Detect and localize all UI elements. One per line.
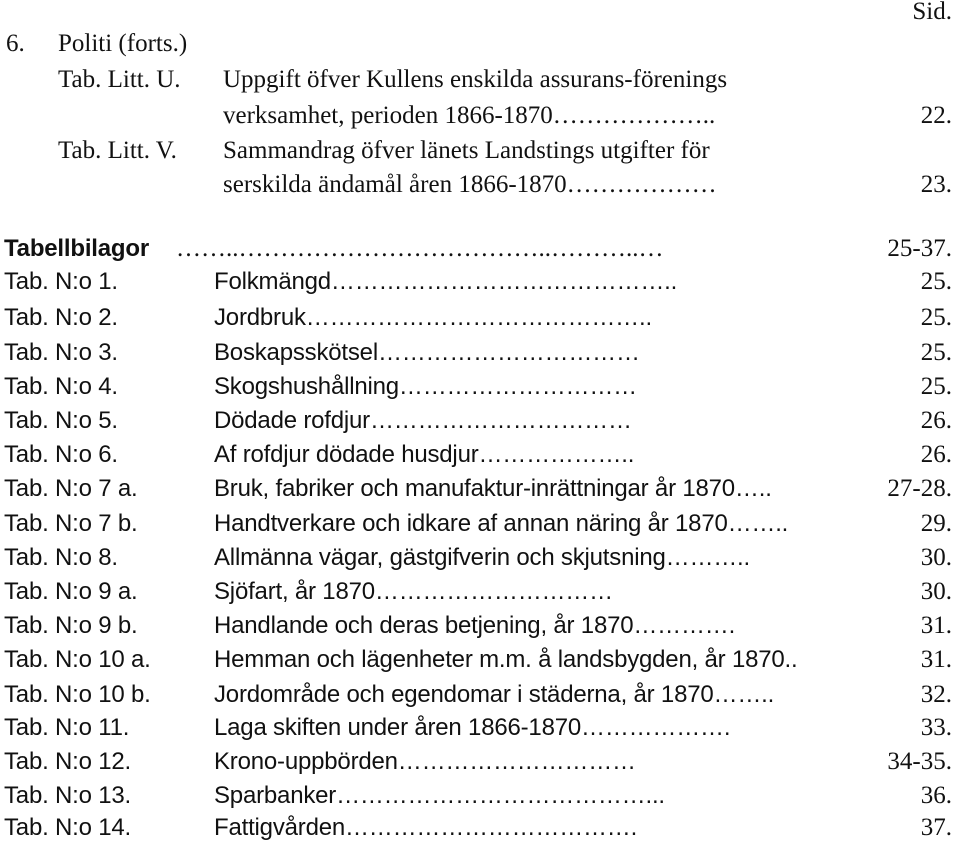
entry-line-2-v: serskilda ändamål åren 1866-1870……………… <box>223 171 717 198</box>
table-title-7b: Handtverkare och idkare af annan näring år 1870…….. <box>214 510 789 537</box>
entry-page-u: 22. <box>920 102 952 129</box>
table-title-10b: Jordområde och egendomar i städerna, år 1870…….. <box>214 681 775 708</box>
table-ref-14: Tab. N:o 14. <box>4 814 132 841</box>
table-ref-10b: Tab. N:o 10 b. <box>4 681 151 708</box>
entry-line-2-u: verksamhet, perioden 1866-1870……………….. <box>223 102 716 129</box>
table-page-7b: 29. <box>920 510 952 537</box>
table-title-11: Laga skiften under åren 1866-1870………………. <box>214 714 731 741</box>
table-ref-9a: Tab. N:o 9 a. <box>4 578 138 605</box>
table-page-2: 25. <box>920 304 952 331</box>
table-ref-8: Tab. N:o 8. <box>4 544 118 571</box>
tabellbilagor-label: Tabellbilagor <box>4 235 149 262</box>
table-ref-7a: Tab. N:o 7 a. <box>4 475 138 502</box>
table-title-9b: Handlande och deras betjening, år 1870…………. <box>214 612 736 639</box>
table-ref-9b: Tab. N:o 9 b. <box>4 612 138 639</box>
section-number: 6. <box>6 30 25 57</box>
table-title-10a: Hemman och lägenheter m.m. å landsbygden, år 1870.. <box>214 646 798 673</box>
page-column-label: Sid. <box>912 0 952 25</box>
table-page-7a: 27-28. <box>887 475 952 502</box>
table-page-8: 30. <box>920 544 952 571</box>
table-page-10a: 31. <box>920 646 952 673</box>
table-ref-5: Tab. N:o 5. <box>4 407 118 434</box>
tabellbilagor-page: 25-37. <box>887 235 952 262</box>
table-page-14: 37. <box>920 814 952 841</box>
table-page-13: 36. <box>920 782 952 809</box>
table-page-9a: 30. <box>920 578 952 605</box>
table-ref-11: Tab. N:o 11. <box>4 714 130 741</box>
table-page-12: 34-35. <box>887 748 952 775</box>
table-title-3: Boskapsskötsel…………………………… <box>214 339 640 366</box>
table-page-4: 25. <box>920 373 952 400</box>
table-title-1: Folkmängd…………………………………….. <box>214 268 678 295</box>
table-ref-3: Tab. N:o 3. <box>4 339 118 366</box>
table-ref-12: Tab. N:o 12. <box>4 748 132 775</box>
table-page-1: 25. <box>920 268 952 295</box>
entry-ref-u: Tab. Litt. U. <box>58 66 181 93</box>
table-title-9a: Sjöfart, år 1870………………………… <box>214 578 613 605</box>
table-title-13: Sparbanker…………………………………... <box>214 782 665 809</box>
table-title-2: Jordbruk…………………………………….. <box>214 304 652 331</box>
table-ref-7b: Tab. N:o 7 b. <box>4 510 138 537</box>
entry-line-1-u: Uppgift öfver Kullens enskilda assurans-förenings <box>223 66 728 93</box>
section-title: Politi (forts.) <box>58 30 188 57</box>
table-page-10b: 32. <box>920 681 952 708</box>
table-title-5: Dödade rofdjur…………………………… <box>214 407 632 434</box>
table-ref-6: Tab. N:o 6. <box>4 441 118 468</box>
table-ref-10a: Tab. N:o 10 a. <box>4 646 151 673</box>
table-page-3: 25. <box>920 339 952 366</box>
table-title-8: Allmänna vägar, gästgifverin och skjutsning……….. <box>214 544 750 571</box>
table-title-14: Fattigvården………………………………. <box>214 814 638 841</box>
table-title-4: Skogshushållning………………………… <box>214 373 637 400</box>
tabellbilagor-dots: ……..………………………………..………..… <box>176 235 664 262</box>
entry-page-v: 23. <box>920 171 952 198</box>
entry-line-1-v: Sammandrag öfver länets Landstings utgifter för <box>223 137 710 164</box>
table-page-6: 26. <box>920 441 952 468</box>
table-page-5: 26. <box>920 407 952 434</box>
table-page-9b: 31. <box>920 612 952 639</box>
table-ref-2: Tab. N:o 2. <box>4 304 118 331</box>
table-ref-1: Tab. N:o 1. <box>4 268 118 295</box>
table-ref-13: Tab. N:o 13. <box>4 782 132 809</box>
entry-ref-v: Tab. Litt. V. <box>58 137 177 164</box>
table-ref-4: Tab. N:o 4. <box>4 373 118 400</box>
table-page-11: 33. <box>920 714 952 741</box>
table-title-12: Krono-uppbörden………………………… <box>214 748 636 775</box>
table-title-6: Af rofdjur dödade husdjur……………….. <box>214 441 635 468</box>
table-title-7a: Bruk, fabriker och manufaktur-inrättningar år 1870….. <box>214 475 772 502</box>
